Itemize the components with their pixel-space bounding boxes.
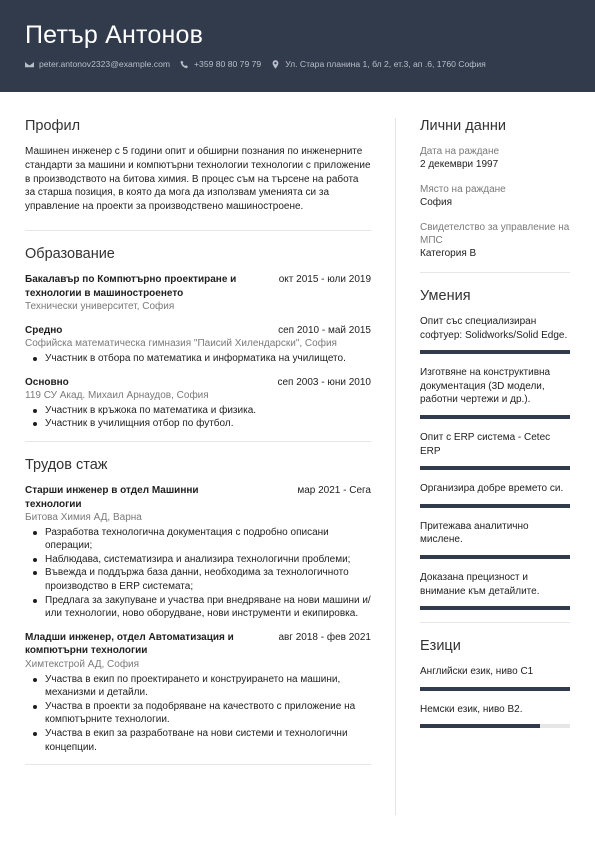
email-text: peter.antonov2323@example.com <box>39 59 171 69</box>
personal-value: 2 декември 1997 <box>420 159 499 170</box>
skill-level-fill <box>420 606 570 610</box>
skill-text: Притежава аналитично мислене. <box>420 520 529 546</box>
bullet-item: Разработва технологична документация с подробно описани операции; <box>25 526 371 553</box>
language-level-fill <box>420 724 540 728</box>
skill-level-fill <box>420 555 570 559</box>
section-divider <box>25 230 371 231</box>
entry-organization: Технически университет, София <box>25 301 175 313</box>
language-text: Английски език, ниво C1 <box>420 666 534 678</box>
personal-label: Дата на раждане <box>420 146 500 157</box>
bullet-item: Въвежда и поддържа база данни, необходима за технологичното производство в ERP системата; <box>25 566 371 593</box>
education-entry <box>25 273 371 314</box>
experience-entry <box>25 631 371 754</box>
education-list <box>25 273 371 431</box>
bullet-item: Участник в кръжока по математика и физика. <box>25 404 371 418</box>
entry-header <box>25 631 371 658</box>
entry-date: сеп 2003 - юни 2010 <box>277 376 371 388</box>
section-divider <box>420 622 570 623</box>
experience-list <box>25 484 371 754</box>
language <box>420 703 570 729</box>
experience-section <box>25 457 371 754</box>
personal-label: Свидетелство за управление на МПС <box>420 222 570 246</box>
language-text: Немски език, ниво B2. <box>420 703 523 715</box>
education-title: Образование <box>25 245 115 262</box>
skill <box>420 520 570 559</box>
experience-entry <box>25 484 371 621</box>
skill-text: Опит с ERP система - Cetec ERP <box>420 431 551 457</box>
map-pin-icon <box>271 60 280 69</box>
language-level-fill <box>420 687 570 691</box>
skill <box>420 431 570 470</box>
entry-organization: Битова Химия АД, Варна <box>25 512 142 524</box>
entry-bullets <box>25 404 371 431</box>
entry-header <box>25 484 371 511</box>
education-entry <box>25 324 371 366</box>
skill-level-bar <box>420 466 570 470</box>
entry-date: окт 2015 - юли 2019 <box>278 273 371 285</box>
column-divider <box>395 118 396 815</box>
profile-title: Профил <box>25 118 81 134</box>
bullet-item: Участва в екип за разработване на нови системи и технологични концепции. <box>25 727 371 754</box>
entry-title: Средно <box>25 324 63 336</box>
education-entry <box>25 376 371 431</box>
contact-email[interactable] <box>25 59 170 69</box>
candidate-name: Петър Антонов <box>25 21 204 49</box>
entry-title: Бакалавър по Компютърно проектиране и технологии в машиностроенето <box>25 273 237 299</box>
skill-level-fill <box>420 350 570 354</box>
entry-date: сеп 2010 - май 2015 <box>278 324 371 336</box>
language-level-bar <box>420 687 570 691</box>
skill-level-bar <box>420 350 570 354</box>
skill-text: Доказана прецизност и внимание към детайлите. <box>420 571 540 597</box>
contact-address <box>271 59 486 69</box>
skills-section <box>420 288 570 610</box>
skill <box>420 366 570 419</box>
skill <box>420 315 570 354</box>
skills-list <box>420 315 570 610</box>
skill <box>420 571 570 610</box>
entry-header <box>25 324 371 338</box>
section-divider <box>420 272 570 273</box>
languages-section <box>420 638 570 728</box>
entry-header <box>25 376 371 390</box>
bullet-item: Участник в отбора по математика и информатика на училището. <box>25 352 371 366</box>
resume-header <box>0 0 595 92</box>
contact-phone[interactable] <box>180 59 261 69</box>
entry-title: Младши инженер, отдел Автоматизация и компютърни технологии <box>25 631 234 657</box>
skill-level-fill <box>420 504 570 508</box>
skill-level-fill <box>420 415 570 419</box>
education-section <box>25 246 371 431</box>
skill-level-bar <box>420 504 570 508</box>
personal-section <box>420 118 570 260</box>
address-text: Ул. Стара планина 1, бл 2, ет.3, ап .6, 1760 София <box>285 59 486 69</box>
personal-label: Място на раждане <box>420 184 506 195</box>
skill-level-bar <box>420 415 570 419</box>
skills-title: Умения <box>420 288 471 304</box>
skill-level-bar <box>420 555 570 559</box>
skill-text: Опит със специализиран софтуер: Solidworks/Solid Edge. <box>420 316 568 341</box>
skill <box>420 482 570 508</box>
entry-date: мар 2021 - Сега <box>297 484 371 496</box>
bullet-item: Участва в екип по проектирането и конструирането на машини, механизми и детайли. <box>25 673 371 700</box>
profile-section <box>25 118 371 214</box>
skill-text: Организира добре времето си. <box>420 483 564 495</box>
envelope-icon <box>25 60 34 69</box>
entry-title: Старши инженер в отдел Машинни технологии <box>25 484 199 510</box>
skill-level-fill <box>420 466 570 470</box>
bullet-item: Предлага за закупуване и участва при внедряване на нови машини и/или технологии, ново оборудване, нови инструменти и екипировка. <box>25 594 371 621</box>
skill-level-bar <box>420 606 570 610</box>
entry-bullets <box>25 526 371 621</box>
personal-value: Категория B <box>420 248 477 259</box>
experience-title: Трудов стаж <box>25 456 108 473</box>
skill-text: Изготвяне на конструктивна документация (3D модели, работни чертежи и др.). <box>420 367 551 406</box>
personal-value: София <box>420 197 453 208</box>
main-column <box>25 118 371 780</box>
phone-icon <box>180 60 189 69</box>
entry-title: Основно <box>25 376 69 388</box>
personal-title: Лични данни <box>420 118 506 134</box>
languages-title: Езици <box>420 638 461 655</box>
profile-text: Машинен инженер с 5 години опит и обширни познания по инженерните стандарти за машини и компютърни технологии технологии с приложение в производството на битова химия. В процес съм на търсене на работа за старша позиция, в която да мога да използвам уменията си за управление на проекти за производствено машиностроене. <box>25 146 371 213</box>
bullet-item: Наблюдава, систематизира и анализира технологични проблеми; <box>25 553 371 567</box>
phone-text: +359 80 80 79 79 <box>194 59 262 69</box>
languages-list <box>420 665 570 728</box>
entry-date: авг 2018 - фев 2021 <box>278 631 371 643</box>
bullet-item: Участник в училищния отбор по футбол. <box>25 417 371 431</box>
entry-header <box>25 273 371 300</box>
section-divider <box>25 764 371 765</box>
side-column <box>420 118 570 740</box>
entry-organization: Софийска математическа гимназия "Паисий Хилендарски", София <box>25 338 337 350</box>
entry-bullets <box>25 673 371 755</box>
entry-organization: 119 СУ Акад. Михаил Арнаудов, София <box>25 390 209 402</box>
personal-list <box>420 145 570 260</box>
entry-organization: Химтекстрой АД, София <box>25 659 140 671</box>
language-level-bar <box>420 724 570 728</box>
section-divider <box>25 441 371 442</box>
bullet-item: Участва в проекти за подобряване на качеството с приложение на компютърните технологии. <box>25 700 371 727</box>
contact-bar <box>25 59 496 69</box>
language <box>420 665 570 691</box>
entry-bullets <box>25 352 371 366</box>
